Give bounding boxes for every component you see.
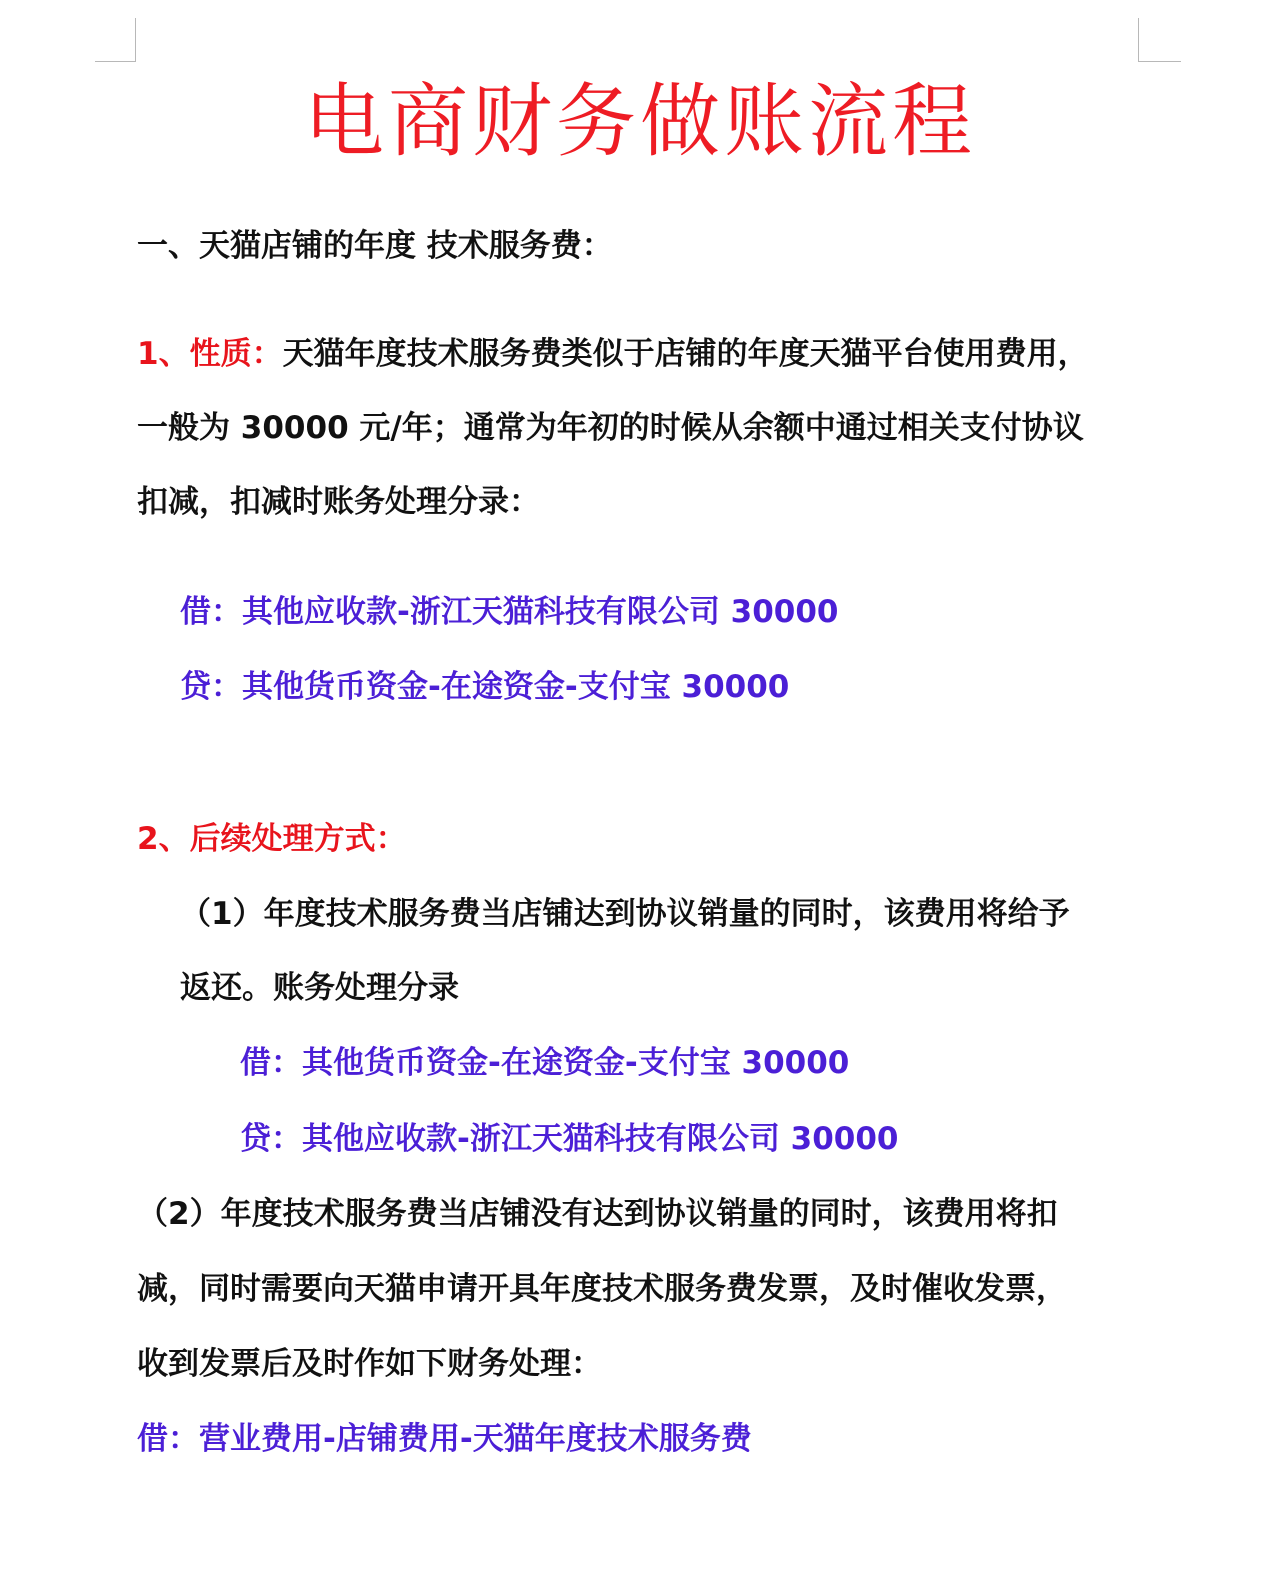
case1-line2: 返还。账务处理分录 [180,970,459,1006]
section-heading: 一、天猫店铺的年度 技术服务费： [137,228,613,264]
item1-label: 1、性质： [137,336,283,372]
case2-line1: （2）年度技术服务费当店铺没有达到协议销量的同时，该费用将扣 [137,1196,1058,1232]
page-corner-mark-top-right [1138,18,1181,62]
item1-line1 [137,334,1089,374]
document-title: 电商财务做账流程 [304,75,976,168]
case1-credit-entry: 贷：其他应收款-浙江天猫科技有限公司 30000 [240,1121,899,1157]
item1-credit-entry: 贷：其他货币资金-在途资金-支付宝 30000 [180,669,790,705]
case2-debit-entry: 借：营业费用-店铺费用-天猫年度技术服务费 [137,1421,752,1457]
item2-label: 2、后续处理方式： [137,821,407,857]
item1-line3: 扣减，扣减时账务处理分录： [137,484,540,520]
case1-debit-entry: 借：其他货币资金-在途资金-支付宝 30000 [240,1045,850,1081]
item1-line2: 一般为 30000 元/年；通常为年初的时候从余额中通过相关支付协议 [137,410,1084,446]
item1-debit-entry: 借：其他应收款-浙江天猫科技有限公司 30000 [180,594,839,630]
item1-text-line1: 天猫年度技术服务费类似于店铺的年度天猫平台使用费用， [282,336,1089,372]
case1-line1: （1）年度技术服务费当店铺达到协议销量的同时，该费用将给予 [180,896,1070,932]
case2-line2: 减，同时需要向天猫申请开具年度技术服务费发票，及时催收发票， [137,1271,1067,1307]
case2-line3: 收到发票后及时作如下财务处理： [137,1346,602,1382]
page-corner-mark-top-left [95,18,136,62]
